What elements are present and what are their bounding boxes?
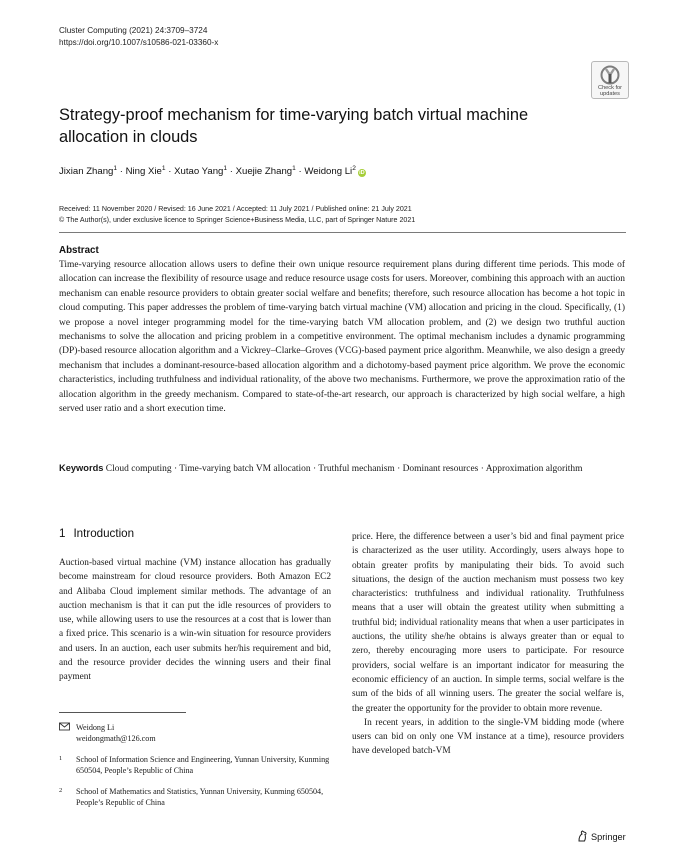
paragraph: price. Here, the difference between a user’s bid and final payment price is characterized as the user utility. Accordingly, users always hope to obtain greater profits by manipulating their bids. To avoid such situations, the design of the auction mechanism must possess two key characteristics: truthfulness and individual rationality. Truthfulness means that a user will obtain the greatest utility when submitting a truthful bid; individual rationality means that when a user participates in auctions, the utility she/he obtains is always greater than or equal to zero, thereby encouraging more users to participate. For resource providers, social welfare is an important indicator for measuring the economic efficiency of an auction. In simple terms, social welfare is the sum of the bids of all winning users. The greater the social welfare is, the greater the opportunity for the provider to obtain more revenue.	[352, 532, 624, 714]
copyright-notice: © The Author(s), under exclusive licence to Springer Science+Business Media, LLC, part of Springer Nature 2021	[59, 216, 416, 224]
check-for-updates-icon	[599, 65, 621, 85]
author-name[interactable]: Xutao Yang	[174, 166, 224, 177]
author-list: Jixian Zhang$^1$ · Ning Xie$^1$ · Xutao Yang$^1$ · Xuejie Zhang$^1$ · Weidong Li$^2$iD	[59, 165, 365, 177]
affiliation-text: School of Mathematics and Statistics, Yunnan University, Kunming 650504, People’s Republic of China	[76, 787, 324, 808]
keywords-label: Keywords	[59, 463, 104, 473]
corresponding-author-footnote	[59, 722, 331, 745]
keywords-text: Cloud computing · Time-varying batch VM allocation · Truthful mechanism · Dominant resources · Approximation algorithm	[105, 464, 583, 474]
body-column-left	[59, 556, 331, 685]
paragraph: Auction-based virtual machine (VM) instance allocation has gradually become mainstream for cloud resource providers. Both Amazon EC2 and Alibaba Cloud implement similar methods. The advantage of an auction mechanism is that it can put the idle resources of providers to use, while allowing users to use the resources at a cost that is lower than a fixed price. This scenario is a win-win situation for resource providers and users. In an auction, each user submits her/his requirement and bid, and the resource provider decides the winning users and their final payment	[59, 558, 331, 683]
publisher-logo	[577, 830, 626, 842]
author-affiliation-mark: 1	[292, 165, 296, 172]
author-name[interactable]: Ning Xie	[125, 166, 162, 177]
body-column-right	[352, 530, 624, 759]
paper-title: Strategy-proof mechanism for time-varying batch virtual machine allocation in clouds	[59, 106, 529, 146]
publication-dates: Received: 11 November 2020 / Revised: 16 June 2021 / Accepted: 11 July 2021 / Published online: 21 July 2021	[59, 205, 412, 213]
corresponding-author-email[interactable]: weidongmath@126.com	[76, 734, 156, 744]
author-affiliation-mark: 1	[161, 165, 166, 172]
abstract-heading: Abstract	[59, 245, 99, 256]
affiliation-footnote	[59, 786, 331, 809]
section-number: 1	[59, 527, 66, 540]
header-divider	[59, 232, 626, 233]
paragraph: In recent years, in addition to the single-VM bidding mode (where users can bid on only one VM instance at a time), resource providers have developed batch-VM	[352, 717, 624, 757]
author-name[interactable]: Jixian Zhang	[59, 166, 114, 177]
doi-link[interactable]: https://doi.org/10.1007/s10586-021-03360-x	[59, 38, 219, 47]
author-affiliation-mark: 1	[223, 165, 228, 172]
corresponding-author-name: Weidong Li	[76, 723, 115, 732]
orcid-icon[interactable]: iD	[359, 170, 365, 176]
author-affiliation-mark: 1	[113, 165, 118, 172]
affiliation-footnote	[59, 754, 331, 777]
author-name[interactable]: Xuejie Zhang	[235, 166, 293, 177]
check-updates-line1: Check for	[598, 85, 622, 91]
check-for-updates-badge[interactable]	[591, 61, 629, 99]
envelope-icon	[59, 722, 70, 734]
affiliation-mark: 1	[59, 755, 63, 762]
affiliation-mark: 2	[59, 787, 63, 794]
affiliation-text: School of Information Science and Engineering, Yunnan University, Kunming 650504, People’s Republic of China	[76, 755, 330, 776]
abstract-text: Time-varying resource allocation allows users to define their own unique resource requirement plans during different time periods. This mode of allocation can increase the flexibility of resource usage and reduce resource usage costs for users. Moreover, combining this approach with an auction mechanism can enable resource providers to obtain greater social welfare and benefits; therefore, such resource allocation has become a hot topic in cloud computing. This paper addresses the problem of time-varying batch virtual machine (VM) allocation and pricing in the cloud. Specifically, (1) we propose a novel integer programming model for the time-varying batch VM allocation problem, and (2) we design two truthful auction mechanisms to solve the allocation and pricing problem in a competitive environment. The optimal mechanism includes a dynamic programming (DP)-based resource allocation algorithm and a Vickrey–Clarke–Groves (VCG)-based payment price algorithm. Meanwhile, we also design a greedy mechanism that includes a dominant-resource-based allocation algorithm and a dichotomy-based payment price algorithm. We prove the economic characteristics, including truthfulness and individual rationality, of the above two mechanisms. Furthermore, we prove the approximation ratio of the allocation algorithm in the greedy mechanism. Compared to state-of-the-art research, our approach is characterized by high social welfare, a high served user ratio and a short execution time.	[59, 260, 625, 415]
footnote-divider	[59, 712, 186, 713]
springer-horse-icon	[577, 830, 588, 842]
check-updates-line2: updates	[600, 91, 620, 97]
section-heading-introduction	[59, 527, 134, 540]
author-affiliation-mark: 2	[352, 165, 356, 172]
publisher-name: Springer	[591, 832, 626, 842]
keywords	[59, 461, 625, 476]
section-title: Introduction	[73, 527, 135, 540]
author-name[interactable]: Weidong Li	[304, 166, 353, 177]
journal-citation: Cluster Computing (2021) 24:3709–3724	[59, 26, 208, 35]
